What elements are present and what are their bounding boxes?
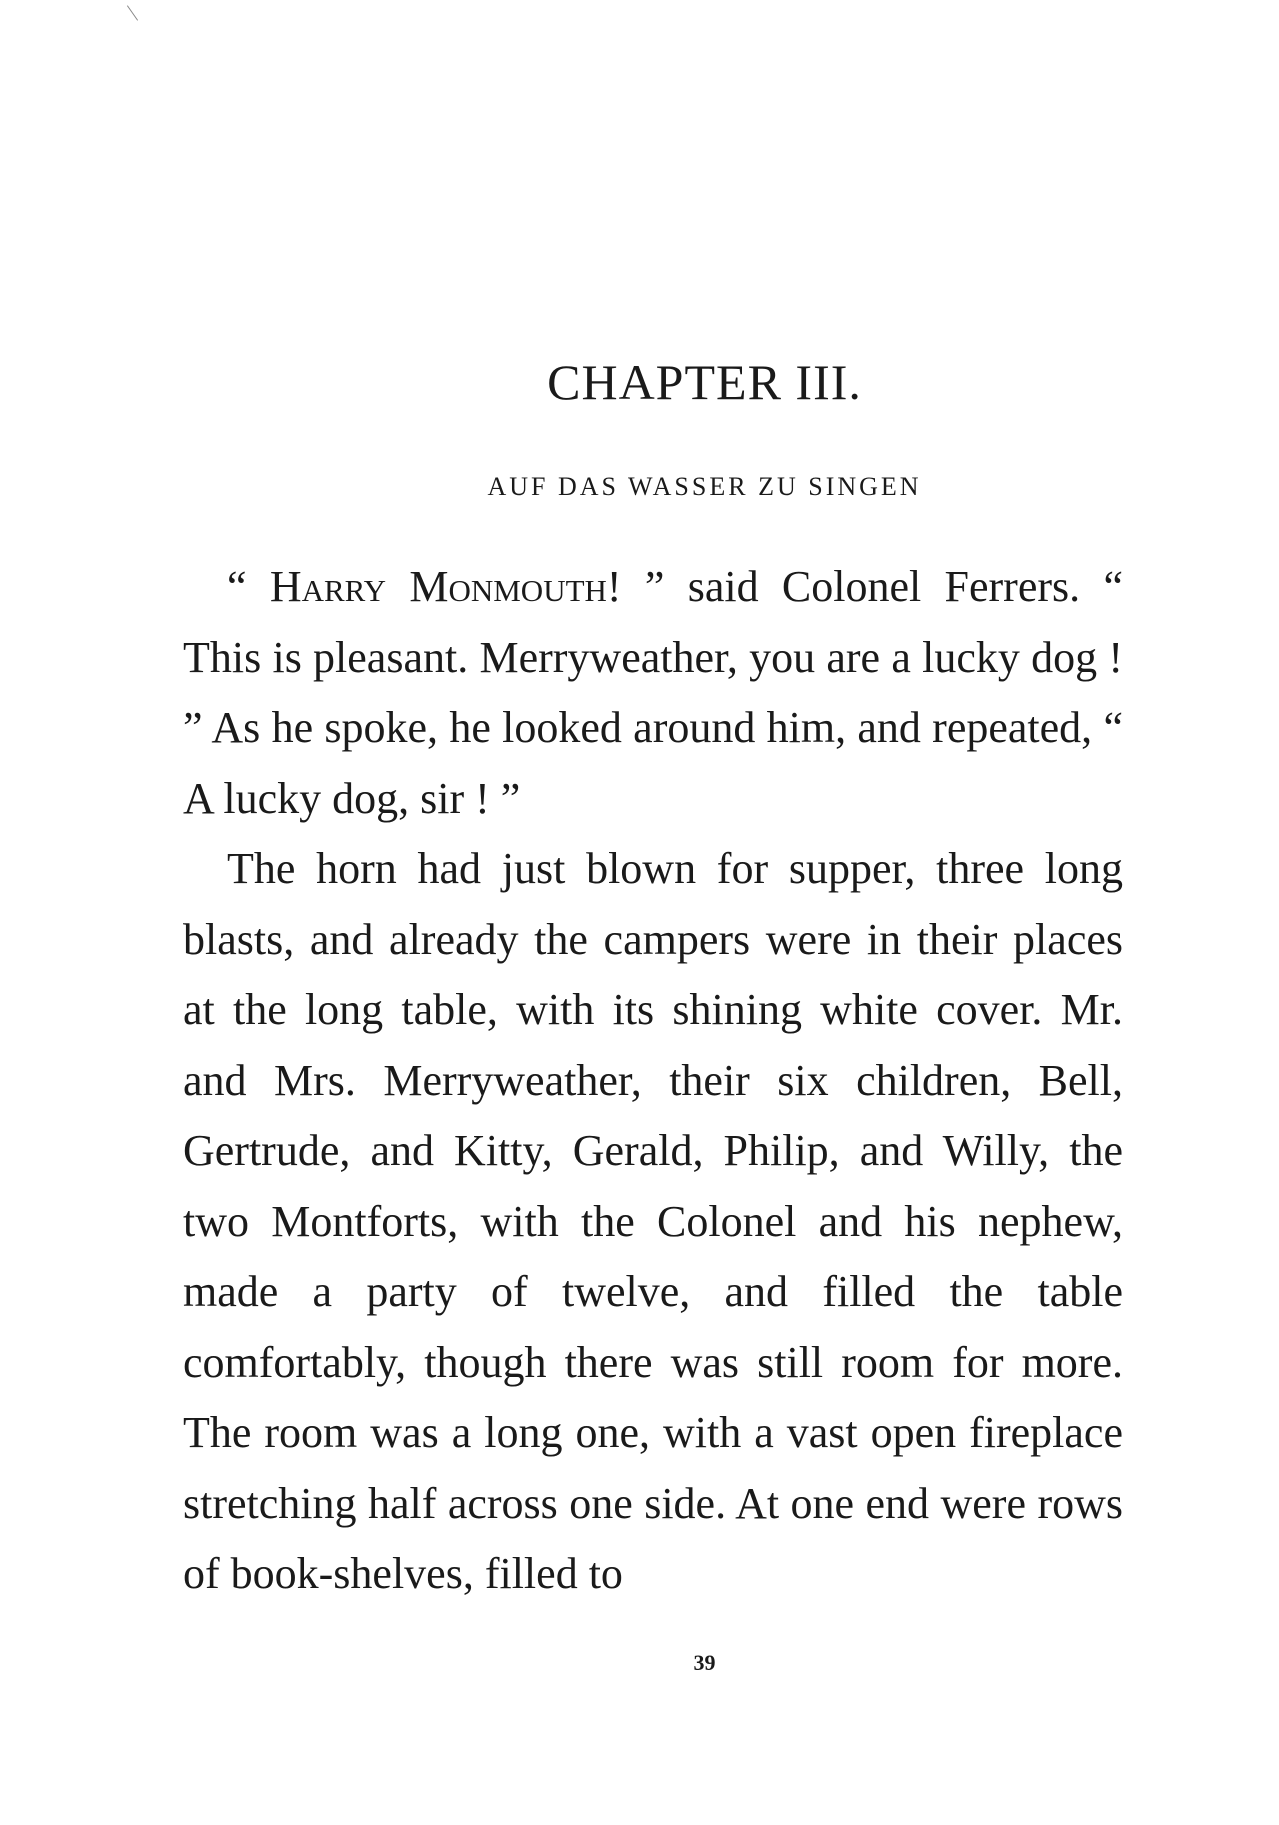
speaker-name: Harry Monmouth — [269, 562, 607, 611]
chapter-title: CHAPTER III. — [547, 354, 862, 410]
body-text — [183, 552, 1123, 1610]
open-quote: “ — [227, 562, 270, 611]
paragraph-1 — [183, 552, 1123, 834]
paragraph-2: The horn had just blown for supper, three long blasts, and already the campers were in their places at the long table, with its shining white cover. Mr. and Mrs. Merryweather, their six children, Bell, Gertrude, and Kitty, Gerald, Philip, and Willy, the two Montforts, with the Colonel and his nephew, made a party of twelve, and filled the table comfortably, though there was still room for more. The room was a long one, with a vast open fireplace stretching half across one side. At one end were rows of book-shelves, filled to — [183, 844, 1123, 1598]
chapter-subtitle: AUF DAS WASSER ZU SINGEN — [487, 472, 922, 501]
scan-mark — [127, 5, 138, 20]
paragraph-1-text: ! ” said Colonel Ferrers. “ This is pleasant. Merryweather, you are a lucky dog ! ” As he spoke, he looked around him, and repeated, “ A lucky dog, sir ! ” — [183, 562, 1123, 823]
page-number: 39 — [693, 1650, 716, 1675]
